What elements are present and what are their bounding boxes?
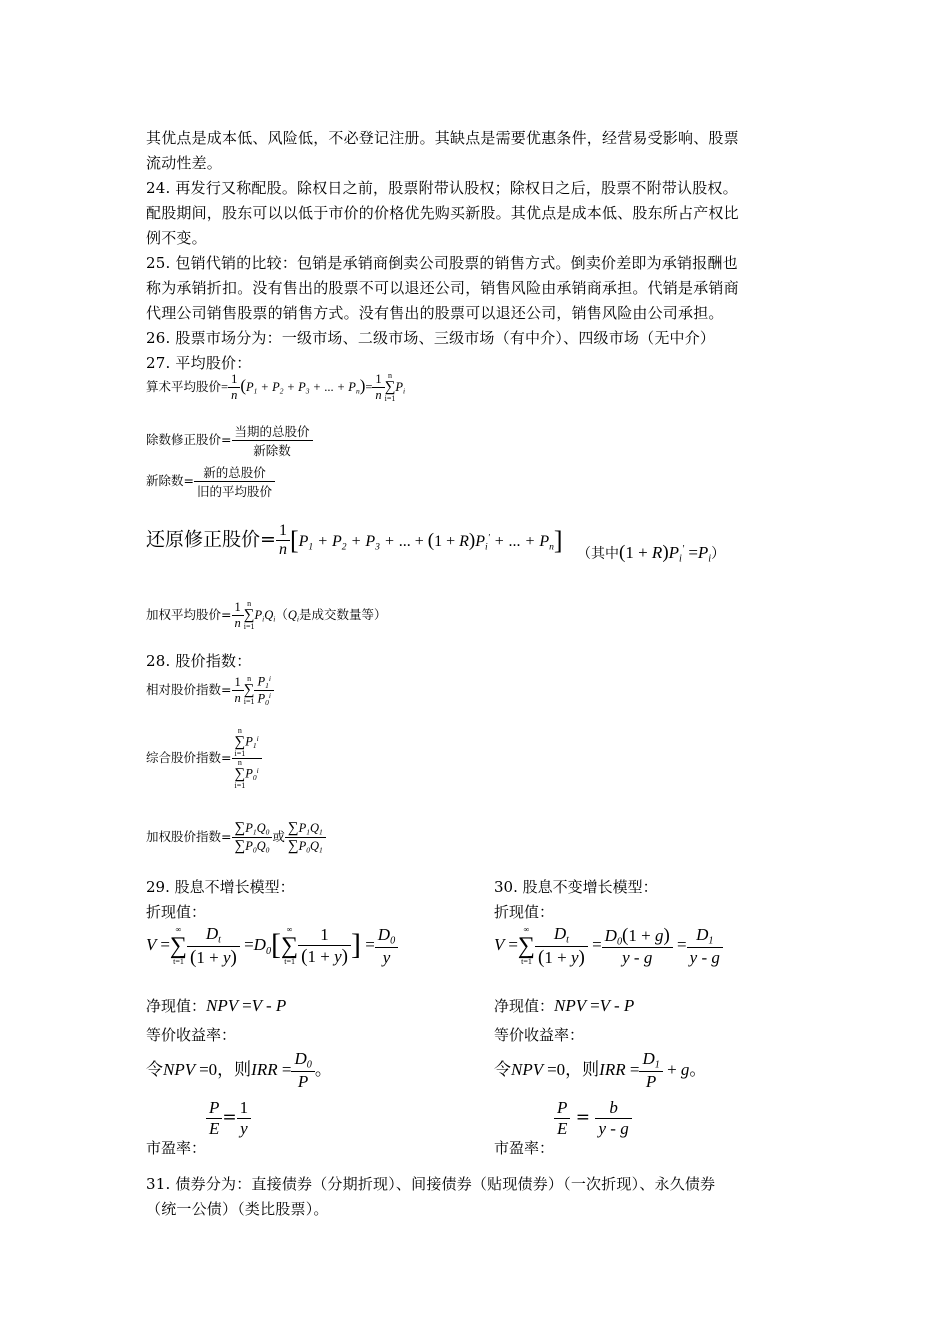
section-heading-29: 29. 股息不增长模型：: [146, 878, 295, 896]
paragraph-line: 24. 再发行又称配股。除权日之前，股票附带认股权；除权日之后，股票不附带认股权。: [146, 179, 738, 197]
npv-row-29: 净现值：NPV =V - P: [146, 996, 287, 1015]
formula-restoration-adjusted: 还原修正股价= $\frac{1}{n}$ [$P_1 + P_2 + P_3$ + ... + $(1 + R)P_i'$ + ... + $P_n$]: [146, 522, 563, 558]
section-heading-30: 30. 股息不变增长模型：: [494, 878, 658, 896]
formula-relative-index: 相对股价指数= $\frac{1}{n}$ n ∑ i=1 $\frac{P_1^i}{P_0^i}$: [146, 674, 274, 707]
pe-row-29: 市盈率： $\frac{P}{E}$ = $\frac{1}{y}$: [146, 1098, 251, 1139]
section-heading: 27. 平均股价：: [146, 354, 252, 372]
formula-arithmetic-average: 算术平均股价= $\frac{1}{n}$ ($P_1 + P_2 + P_3$ + ... + $P_n)=$ $\frac{1}{n}$ n ∑ i=1 $P_i$: [146, 371, 406, 403]
npv-row-30: 净现值：NPV =V - P: [494, 996, 635, 1015]
paragraph-line: 26. 股票市场分为：一级市场、二级市场、三级市场（有中介）、四级市场（无中介）: [146, 329, 716, 347]
section-heading: 28. 股价指数：: [146, 652, 252, 670]
irr-label-30: 等价收益率：: [494, 1026, 585, 1044]
irr-formula-29: 令NPV =0，则IRR = $\frac{D_0}{P}$ 。: [146, 1049, 332, 1091]
formula-weighted-average: 加权平均股价= $\frac{1}{n}$ n ∑ i=1 $P_iQ_i(Q_i$是成交数量等）: [146, 599, 387, 631]
formula-new-divisor: 新除数= $\frac{\text{新的总股价}}{\text{旧的平均股价}}$: [146, 463, 275, 500]
paragraph-line: 配股期间，股东可以以低于市价的价格优先购买新股。其优点是成本低、股东所占产权比: [146, 204, 739, 222]
paragraph-line: 例不变。: [146, 229, 207, 247]
formula-divisor-adjusted: 除数修正股价= $\frac{\text{当期的总股价}}{\text{新除数}}$: [146, 422, 313, 459]
irr-label-29: 等价收益率：: [146, 1026, 237, 1044]
paragraph-line: 流动性差。: [146, 154, 223, 172]
paragraph-line: 代理公司销售股票的销售方式。没有售出的股票可以退还公司，销售风险由公司承担。: [146, 304, 724, 322]
formula-zero-growth-value: V = ∞ ∑ t=1 $\frac{D_t}{(1 + y)}$ $=D_0$[ ∞ ∑ t=1 $\frac{1}{(1 + y)}$ ] = $\frac{D_0}{y}$: [146, 924, 398, 969]
formula-restoration-note: （其中$(1 + R)P_i' =P_i$）: [577, 542, 726, 565]
paragraph-line: （统一公债）（类比股票）。: [146, 1200, 329, 1218]
paragraph-line: 称为承销折扣。没有售出的股票不可以退还公司，销售风险由承销商承担。代销是承销商: [146, 279, 739, 297]
formula-weighted-index: 加权股价指数= $\frac{\sum P_1Q_0}{\sum P_0Q_0}$ 或 $\frac{\sum P_1Q_1}{\sum P_0Q_1}$: [146, 820, 326, 855]
pe-row-30: 市盈率： $\frac{P}{E}$ = $\frac{b}{y - g}$: [494, 1098, 632, 1139]
formula-composite-index: 综合股价指数= n ∑ i=1 $P_1^i$ n ∑ i=1 $P_0^i$: [146, 727, 262, 790]
paragraph-line: 25. 包销代销的比较：包销是承销商倒卖公司股票的销售方式。倒卖价差即为承销报酬也: [146, 254, 738, 272]
formula-constant-growth-value: V = ∞ ∑ t=1 $\frac{D_t}{(1 + y)}$ = $\frac{D_0(1 + g)}{y - g}$ = $\frac{D_1}{y - g}$: [494, 924, 723, 969]
discount-label-30: 折现值：: [494, 903, 555, 921]
paragraph-line: 其优点是成本低、风险低，不必登记注册。其缺点是需要优惠条件，经营易受影响、股票: [146, 129, 739, 147]
discount-label-29: 折现值：: [146, 903, 207, 921]
paragraph-line: 31. 债券分为：直接债券（分期折现）、间接债券（贴现债券）（一次折现）、永久债券: [146, 1175, 716, 1193]
irr-formula-30: 令NPV =0，则IRR = $\frac{D_1}{P}$ + g。: [494, 1049, 707, 1091]
